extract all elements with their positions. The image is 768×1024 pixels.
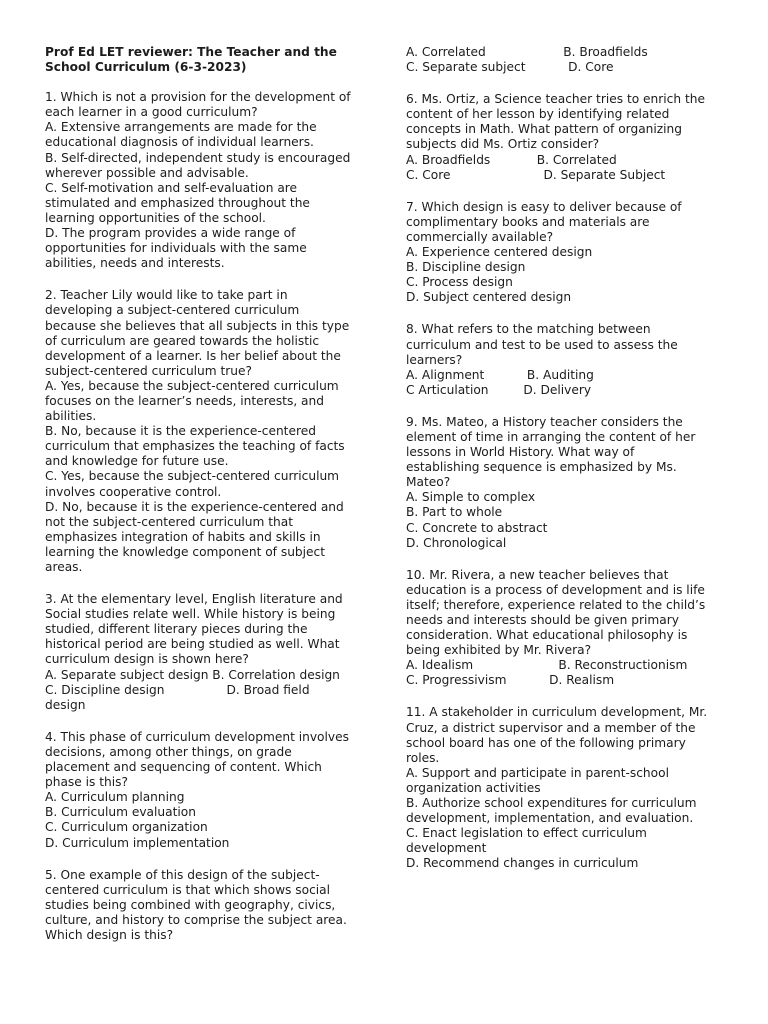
left-column — [45, 45, 367, 960]
question-line: A. Support and participate in parent-school — [406, 765, 669, 780]
question-line: Which design is this? — [45, 927, 174, 942]
question-line: C. Separate subject D. Core — [406, 60, 614, 75]
question-line: organization activities — [406, 780, 541, 795]
question-line: of curriculum are geared towards the holistic — [45, 333, 320, 348]
question-line: content of her lesson by identifying related — [406, 107, 670, 122]
question-line: B. Part to whole — [406, 505, 503, 520]
question-line: C. Progressivism D. Realism — [406, 673, 615, 688]
question-line: itself; therefore, experience related to the child’s — [406, 597, 706, 612]
question-line: phase is this? — [45, 775, 128, 790]
question-line: education is a process of development and is life — [406, 582, 705, 597]
question-line: 10. Mr. Rivera, a new teacher believes that — [406, 567, 669, 582]
question-line: A. Experience centered design — [406, 245, 593, 260]
question-line: A. Idealism B. Reconstructionism — [406, 658, 688, 673]
question-line: educational diagnosis of individual learners. — [45, 135, 314, 150]
question-line: C Articulation D. Delivery — [406, 382, 592, 397]
question-line: lessons in World History. What way of — [406, 445, 635, 460]
question-line: emphasizes integration of habits and skills in — [45, 529, 321, 544]
question-line: B. Discipline design — [406, 260, 526, 275]
question-line: learning opportunities of the school. — [45, 210, 266, 225]
question-line: historical period are being studied as well. What — [45, 637, 340, 652]
question-line: B. Curriculum evaluation — [45, 805, 196, 820]
question-line: C. Curriculum organization — [45, 820, 208, 835]
question-line: decisions, among other things, on grade — [45, 744, 292, 759]
question-line: concepts in Math. What pattern of organizing — [406, 122, 683, 137]
question-line: culture, and history to comprise the subject area. — [45, 912, 347, 927]
question-line: C. Process design — [406, 275, 513, 290]
question-line: learning the knowledge component of subject — [45, 544, 326, 559]
question-line: D. The program provides a wide range of — [45, 226, 296, 241]
question-line: Cruz, a district supervisor and a member of the — [406, 720, 696, 735]
question-line: 9. Ms. Mateo, a History teacher considers the — [406, 414, 683, 429]
question-line: C. Core D. Separate Subject — [406, 167, 666, 182]
question-line: A. Broadfields B. Correlated — [406, 152, 617, 167]
question-line: curriculum that emphasizes the teaching of facts — [45, 439, 345, 454]
question-line: developing a subject-centered curriculum — [45, 303, 300, 318]
question-line: 6. Ms. Ortiz, a Science teacher tries to enrich the — [406, 92, 705, 107]
question-line: because she believes that all subjects in this type — [45, 318, 350, 333]
question-block — [406, 92, 724, 183]
question-line: development of a learner. Is her belief about the — [45, 348, 341, 363]
question-line: 8. What refers to the matching between — [406, 322, 651, 337]
question-line: A. Curriculum planning — [45, 790, 185, 805]
question-line: establishing sequence is emphasized by Ms. — [406, 460, 677, 475]
question-block — [406, 415, 724, 551]
question-line: consideration. What educational philosophy is — [406, 628, 688, 643]
question-line: learners? — [406, 352, 463, 367]
question-block — [45, 592, 367, 713]
question-line: Social studies relate well. While history is being — [45, 607, 336, 622]
question-line: subject-centered curriculum true? — [45, 363, 253, 378]
question-line: school board has one of the following primary — [406, 735, 686, 750]
question-line: studies being combined with geography, civics, — [45, 897, 336, 912]
question-line: studied, different literary pieces during the — [45, 622, 308, 637]
question-line: 3. At the elementary level, English literature and — [45, 592, 343, 607]
question-line: D. Chronological — [406, 535, 507, 550]
left-question-list — [45, 90, 367, 943]
question-line: curriculum design is shown here? — [45, 652, 249, 667]
question-line: B. No, because it is the experience-centered — [45, 424, 316, 439]
question-line: commercially available? — [406, 229, 554, 244]
question-block — [45, 288, 367, 575]
question-block — [45, 868, 367, 943]
question-line: D. Curriculum implementation — [45, 835, 230, 850]
question-line: involves cooperative control. — [45, 484, 222, 499]
question-block — [45, 90, 367, 271]
question-line: development, implementation, and evaluation. — [406, 811, 694, 826]
question-line: curriculum and test to be used to assess the — [406, 337, 678, 352]
question-block — [406, 322, 724, 397]
question-line: Mateo? — [406, 475, 451, 490]
document-title — [45, 45, 367, 75]
question-block — [406, 568, 724, 689]
question-line: subjects did Ms. Ortiz consider? — [406, 137, 600, 152]
right-question-list — [406, 45, 724, 872]
question-line: D. Recommend changes in curriculum — [406, 856, 639, 871]
question-line: B. Authorize school expenditures for curriculum — [406, 796, 697, 811]
question-line: 5. One example of this design of the subject- — [45, 867, 320, 882]
question-line: A. Yes, because the subject-centered curriculum — [45, 378, 339, 393]
question-line: being exhibited by Mr. Rivera? — [406, 643, 592, 658]
question-line: design — [45, 697, 86, 712]
question-line: C. Yes, because the subject-centered curriculum — [45, 469, 340, 484]
question-line: C. Concrete to abstract — [406, 520, 548, 535]
question-line: A. Alignment B. Auditing — [406, 367, 594, 382]
question-line: each learner in a good curriculum? — [45, 105, 258, 120]
question-line: A. Simple to complex — [406, 490, 536, 505]
question-line: needs and interests should be given primary — [406, 613, 679, 627]
question-line: 4. This phase of curriculum development involves — [45, 729, 349, 744]
question-line: complimentary books and materials are — [406, 214, 650, 229]
question-line: 2. Teacher Lily would like to take part in — [45, 288, 288, 303]
question-line: centered curriculum is that which shows social — [45, 882, 331, 897]
question-line: and knowledge for future use. — [45, 454, 229, 469]
question-line: element of time in arranging the content of her — [406, 429, 696, 444]
question-line: abilities. — [45, 409, 97, 424]
question-line: stimulated and emphasized throughout the — [45, 195, 310, 210]
question-line: D. Subject centered design — [406, 290, 572, 305]
question-line: wherever possible and advisable. — [45, 165, 249, 180]
question-line: A. Correlated B. Broadfields — [406, 45, 648, 59]
question-line: not the subject-centered curriculum that — [45, 514, 293, 529]
question-line: A. Separate subject design B. Correlation design — [45, 667, 340, 682]
question-line: A. Extensive arrangements are made for the — [45, 120, 317, 135]
question-block — [406, 705, 724, 871]
right-column — [406, 45, 724, 889]
question-line: development — [406, 841, 487, 856]
question-block — [45, 730, 367, 851]
question-line: areas. — [45, 560, 83, 574]
question-line: roles. — [406, 750, 440, 765]
question-line: placement and sequencing of content. Which — [45, 760, 322, 775]
question-block — [406, 45, 724, 75]
question-block — [406, 200, 724, 306]
question-line: 11. A stakeholder in curriculum development, Mr. — [406, 705, 708, 720]
question-line: C. Self-motivation and self-evaluation are — [45, 180, 298, 195]
question-line: abilities, needs and interests. — [45, 256, 225, 271]
question-line: opportunities for individuals with the same — [45, 241, 307, 256]
title-line: Prof Ed LET reviewer: The Teacher and the — [45, 45, 337, 59]
question-line: 7. Which design is easy to deliver because of — [406, 199, 682, 214]
title-line: School Curriculum (6-3-2023) — [45, 60, 247, 75]
question-line: B. Self-directed, independent study is encouraged — [45, 150, 351, 165]
question-line: focuses on the learner’s needs, interests, and — [45, 393, 324, 408]
question-line: 1. Which is not a provision for the development of — [45, 90, 351, 105]
question-line: C. Discipline design D. Broad field — [45, 682, 310, 697]
question-line: C. Enact legislation to effect curriculum — [406, 826, 647, 841]
question-line: D. No, because it is the experience-centered and — [45, 499, 344, 514]
